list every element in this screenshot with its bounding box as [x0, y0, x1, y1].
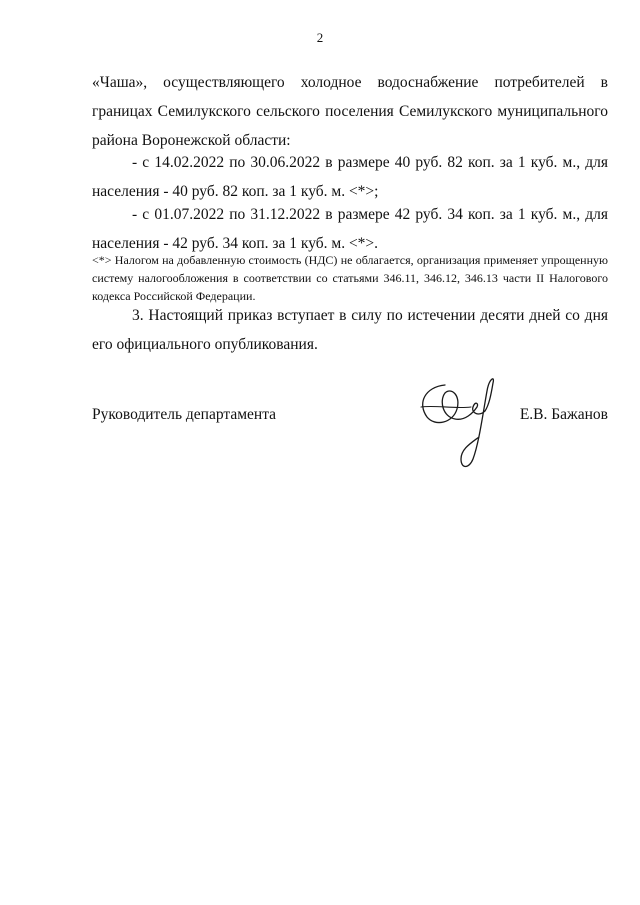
paragraph-intro: «Чаша», осуществляющего холодное водоснабжение потребителей в границах Семилукского сельского поселения Семилукского муниципального района Воронежской области: — [92, 74, 608, 149]
signatory-name: Е.В. Бажанов — [519, 406, 608, 423]
footnote-vat: <*> Налогом на добавленную стоимость (НДС) не облагается, организация применяет упрощенную систему налогообложения в соответствии со статьями 346.11, 346.12, 346.13 части II Налогового кодекса Российской Федерации. — [92, 253, 608, 303]
paragraph-item-3: 3. Настоящий приказ вступает в силу по истечении десяти дней со дня его официального опубликования. — [92, 307, 608, 353]
paragraph-tariff-2: - с 01.07.2022 по 31.12.2022 в размере 42 руб. 34 коп. за 1 куб. м., для населения - 42 руб. 34 коп. за 1 куб. м. <*>. — [92, 206, 608, 252]
signatory-position: Руководитель департамента — [92, 406, 277, 423]
handwritten-signature — [415, 373, 511, 473]
paragraph-tariff-1: - с 14.02.2022 по 30.06.2022 в размере 40 руб. 82 коп. за 1 куб. м., для населения - 40 руб. 82 коп. за 1 куб. м. <*>; — [92, 154, 608, 200]
page-number: 2 — [316, 30, 324, 45]
